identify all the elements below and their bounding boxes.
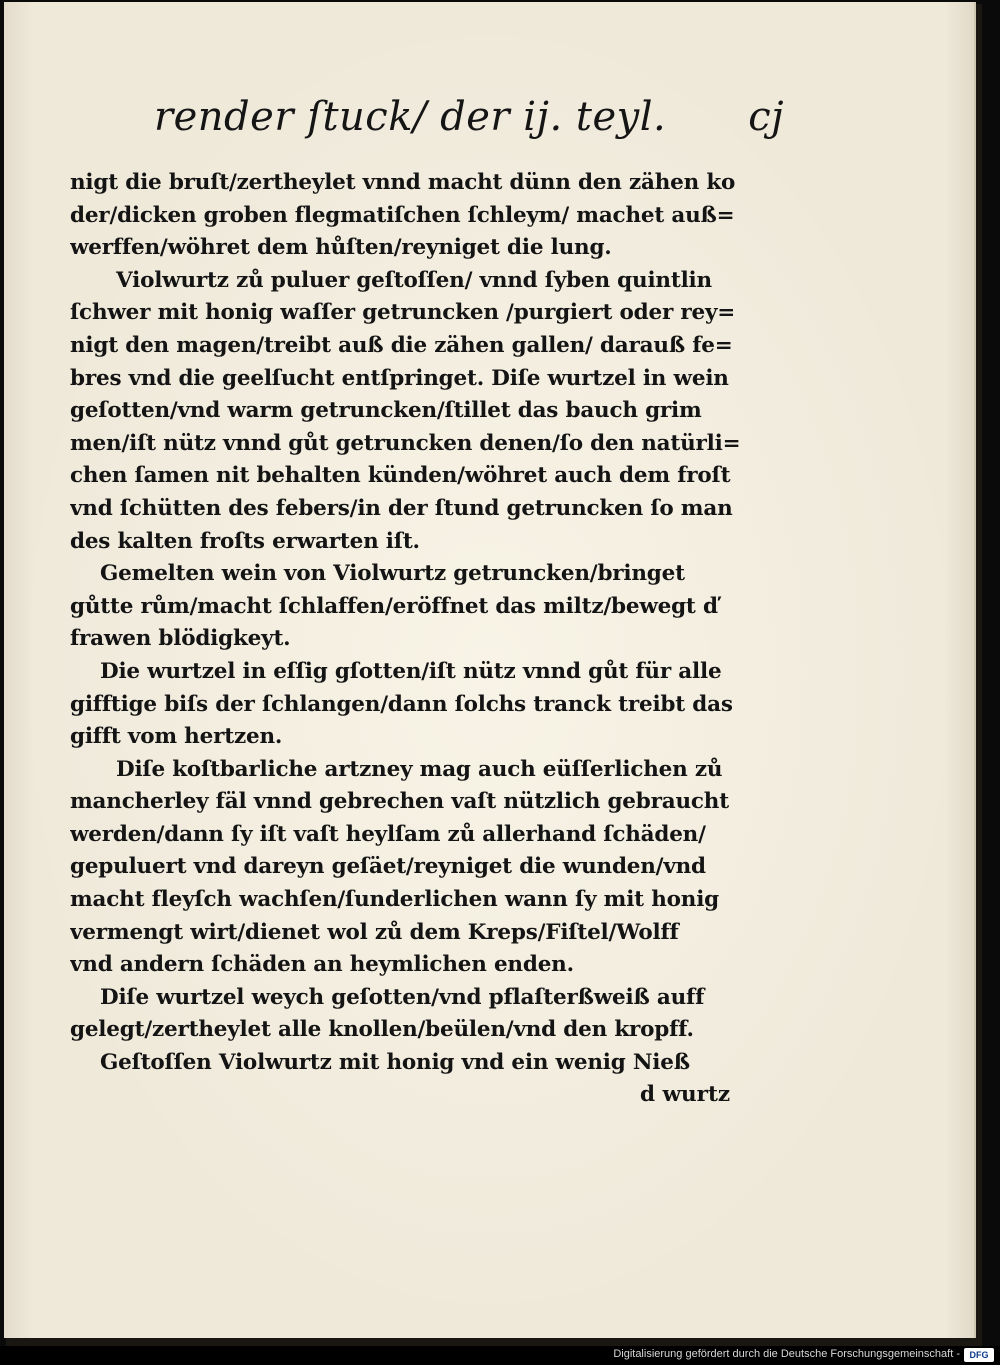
catchword: d wurtz: [640, 1082, 731, 1107]
text-line: Die wurtzel in eſſig gſotten/iſt nütz vnnd gůt für alle: [100, 658, 722, 684]
text-line: Diſe wurtzel weych geſotten/vnd pflaſterßweiß auff: [100, 984, 705, 1010]
text-line: men/iſt nütz vnnd gůt getruncken denen/ſo den natürli=: [70, 430, 741, 456]
text-line: werden/dann ſy iſt vaſt heylſam zů allerhand ſchäden/: [70, 821, 706, 847]
text-line: Diſe koſtbarliche artzney mag auch eüſſerlichen zů: [116, 756, 723, 782]
document-page: [4, 2, 976, 1338]
text-line: werffen/wöhret dem hůſten/reyniget die lung.: [70, 235, 612, 261]
text-line: Violwurtz zů puluer geſtoſſen/ vnnd ſyben quintlin: [116, 267, 712, 293]
text-line: gifft vom hertzen.: [70, 724, 283, 750]
footer-bar: [0, 1346, 1000, 1365]
text-line: nigt die bruſt/zertheylet vnnd macht dünn den zähen ko: [70, 170, 736, 195]
text-line: ſchwer mit honig waſſer getruncken /purgiert oder rey=: [70, 300, 736, 326]
text-line: vermengt wirt/dienet wol zů dem Kreps/Fiſtel/Wolff: [70, 919, 679, 945]
text-line: gifftige biſs der ſchlangen/dann ſolchs tranck treibt das: [70, 691, 733, 717]
text-line: vnd ſchütten des febers/in der ſtund getruncken ſo man: [70, 495, 733, 521]
text-line: chen ſamen nit behalten künden/wöhret auch dem froſt: [70, 463, 731, 489]
folio-number: cj: [748, 94, 784, 140]
text-line: des kalten froſts erwarten iſt.: [70, 528, 420, 554]
text-line: macht fleyſch wachſen/ſunderlichen wann ſy mit honig: [70, 887, 719, 913]
dfg-logo-icon: DFG: [964, 1348, 994, 1362]
text-line: gepuluert vnd dareyn geſäet/reyniget die wunden/vnd: [70, 854, 706, 880]
page-header: [154, 94, 784, 154]
text-line: nigt den magen/treibt auß die zähen gallen/ darauß fe=: [70, 332, 733, 358]
text-line: der/dicken groben flegmatiſchen ſchleym/ machet auß=: [70, 202, 735, 228]
body-text: [70, 167, 776, 1080]
text-line: gůtte rům/macht ſchlaffen/eröffnet das miltz/bewegt ď: [70, 593, 718, 619]
text-line: bres vnd die geelſucht entſpringet. Diſe wurtzel in wein: [70, 365, 729, 391]
text-line: geſotten/vnd warm getruncken/ſtillet das bauch grim: [70, 398, 702, 424]
text-line: vnd andern ſchäden an heymlichen enden.: [70, 952, 574, 978]
text-line: gelegt/zertheylet alle knollen/beülen/vnd den kropff.: [70, 1017, 694, 1043]
text-line: Geſtoſſen Violwurtz mit honig vnd ein wenig Nieß: [100, 1050, 690, 1076]
text-line: mancherley fäl vnnd gebrechen vaſt nützlich gebraucht: [70, 789, 729, 815]
text-line: Gemelten wein von Violwurtz getruncken/bringet: [100, 561, 685, 587]
text-line: frawen blödigkeyt.: [70, 626, 291, 652]
funding-credit: Digitalisierung gefördert durch die Deutsche Forschungsgemeinschaft -: [613, 1348, 960, 1360]
running-title: render ſtuck/ der ij. teyl.: [154, 94, 667, 140]
